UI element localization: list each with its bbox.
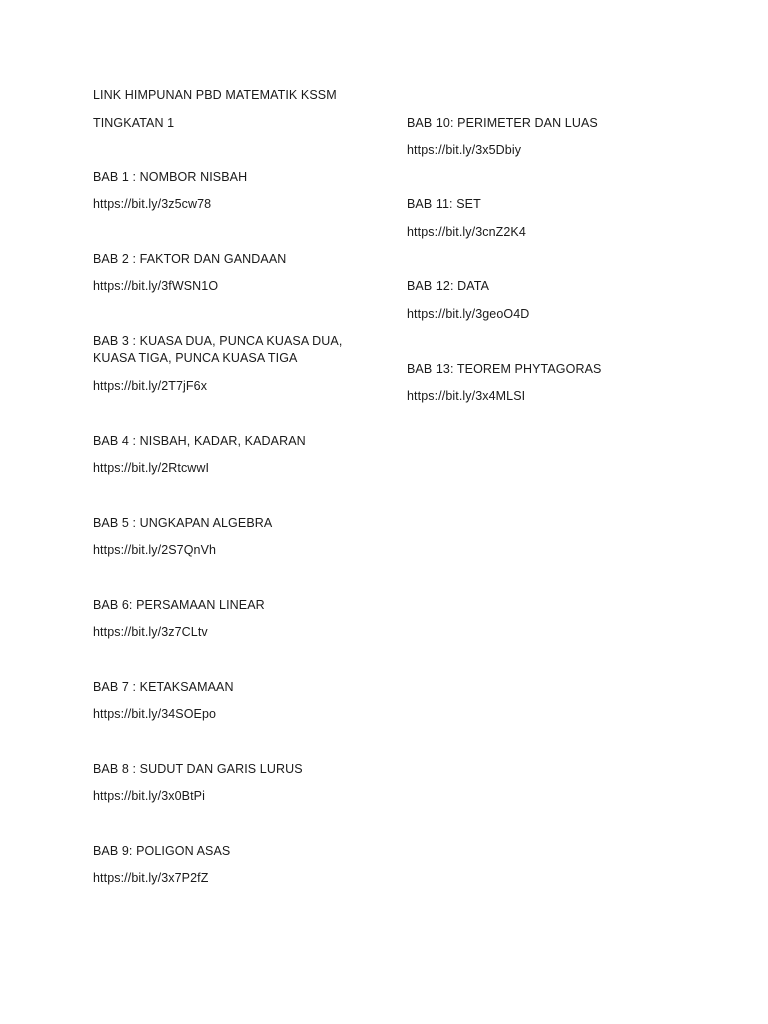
chapter-5-heading: BAB 5 : UNGKAPAN ALGEBRA (93, 516, 273, 530)
chapter-9-link[interactable]: https://bit.ly/3x7P2fZ (93, 871, 209, 885)
chapter-1-link[interactable]: https://bit.ly/3z5cw78 (93, 197, 212, 211)
document-subtitle: TINGKATAN 1 (93, 116, 175, 130)
chapter-4-heading: BAB 4 : NISBAH, KADAR, KADARAN (93, 434, 306, 448)
chapter-1-heading: BAB 1 : NOMBOR NISBAH (93, 170, 248, 184)
chapter-4-link[interactable]: https://bit.ly/2RtcwwI (93, 461, 210, 475)
chapter-2-link[interactable]: https://bit.ly/3fWSN1O (93, 279, 219, 293)
chapter-2-heading: BAB 2 : FAKTOR DAN GANDAAN (93, 252, 287, 266)
chapter-6-link[interactable]: https://bit.ly/3z7CLtv (93, 625, 208, 639)
chapter-7-heading: BAB 7 : KETAKSAMAAN (93, 680, 234, 694)
chapter-3-heading: BAB 3 : KUASA DUA, PUNCA KUASA DUA, KUASA TIGA, PUNCA KUASA TIGA (93, 334, 343, 365)
chapter-6-heading: BAB 6: PERSAMAAN LINEAR (93, 598, 265, 612)
chapter-8-link[interactable]: https://bit.ly/3x0BtPi (93, 789, 205, 803)
chapter-9-heading: BAB 9: POLIGON ASAS (93, 844, 231, 858)
chapter-5-link[interactable]: https://bit.ly/2S7QnVh (93, 543, 217, 557)
chapter-7-link[interactable]: https://bit.ly/34SOEpo (93, 707, 217, 721)
chapter-12-heading: BAB 12: DATA (407, 279, 490, 293)
chapter-12-link[interactable]: https://bit.ly/3geoO4D (407, 307, 530, 321)
chapter-11-heading: BAB 11: SET (407, 197, 481, 211)
chapter-8-heading: BAB 8 : SUDUT DAN GARIS LURUS (93, 762, 303, 776)
chapter-3-link[interactable]: https://bit.ly/2T7jF6x (93, 379, 208, 393)
chapter-10-heading: BAB 10: PERIMETER DAN LUAS (407, 116, 598, 130)
document-title: LINK HIMPUNAN PBD MATEMATIK KSSM (93, 88, 337, 102)
chapter-10-link[interactable]: https://bit.ly/3x5Dbiy (407, 143, 522, 157)
chapter-13-heading: BAB 13: TEOREM PHYTAGORAS (407, 362, 602, 376)
chapter-13-link[interactable]: https://bit.ly/3x4MLSI (407, 389, 526, 403)
chapter-11-link[interactable]: https://bit.ly/3cnZ2K4 (407, 225, 526, 239)
